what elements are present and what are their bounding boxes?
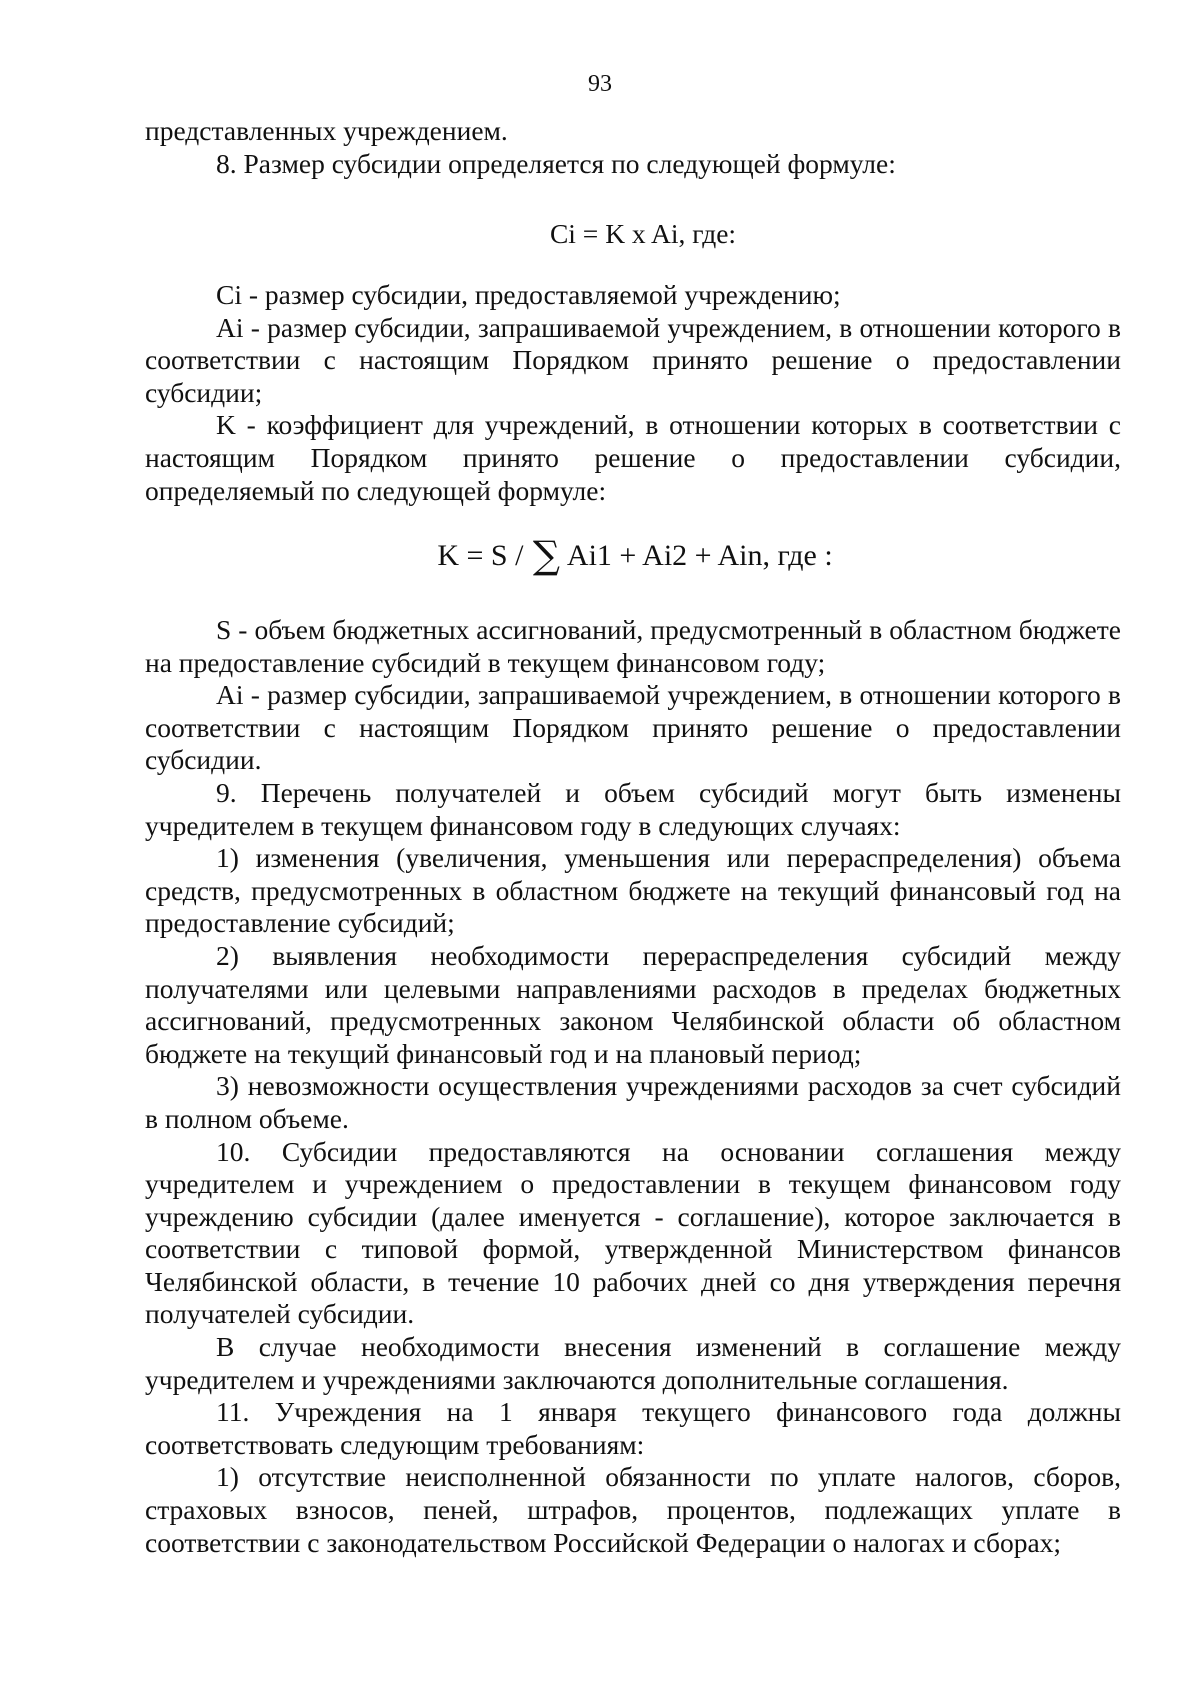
top-text-block [145,115,1121,180]
definition-ai: Ai - размер субсидии, запрашиваемой учреждением, в отношении которого в соответствии с настоящим Порядком принято решение о предоставлении субсидии; [145,311,1121,408]
main-text-block [145,614,1121,1559]
sum-symbol: ∑ [532,533,561,577]
paragraph-item-9-1: 1) изменения (увеличения, уменьшения или перераспределения) объема средств, предусмотренных в областном бюджете на текущий финансовый год на предоставление субсидий; [145,842,1121,939]
formula-k-right: Ai1 + Ai2 + Ain, где : [566,539,833,572]
paragraph-s-definition: S - объем бюджетных ассигнований, предусмотренный в областном бюджете на предоставление субсидий в текущем финансовом году; [145,614,1121,678]
formula-ci [0,218,1200,250]
formula-k [0,535,1200,576]
page-number: 93 [588,71,612,97]
paragraph-item-9-3: 3) невозможности осуществления учреждениями расходов за счет субсидий в полном объеме. [145,1070,1121,1134]
paragraph-item-8: 8. Размер субсидии определяется по следующей формуле: [216,147,896,179]
definitions-block [145,279,1121,507]
definition-ci: Ci - размер субсидии, предоставляемой учреждению; [216,279,841,310]
definition-k: K - коэффициент для учреждений, в отношении которых в соответствии с настоящим Порядком принято решение о предоставлении субсидии, определяемый по следующей формуле: [145,409,1121,506]
paragraph-ai-definition: Ai - размер субсидии, запрашиваемой учреждением, в отношении которого в соответствии с настоящим Порядком принято решение о предоставлении субсидии. [145,679,1121,776]
paragraph-continuation: представленных учреждением. [145,115,508,146]
formula-k-inner [437,535,832,576]
paragraph-item-11-1: 1) отсутствие неисполненной обязанности по уплате налогов, сборов, страховых взносов, пеней, штрафов, процентов, подлежащих уплате в соответствии с законодательством Российской Федерации о налогах и сборах; [145,1461,1121,1558]
paragraph-item-10: 10. Субсидии предоставляются на основании соглашения между учредителем и учреждением о предоставлении в текущем финансовом году учреждению субсидии (далее именуется - соглашение), которое заключается в соответствии с типовой формой, утвержденной Министерством финансов Челябинской области, в течение 10 рабочих дней со дня утверждения перечня получателей субсидии. [145,1135,1121,1330]
paragraph-item-9-2: 2) выявления необходимости перераспределения субсидий между получателями или целевыми направлениями расходов в пределах бюджетных ассигнований, предусмотренных законом Челябинской области об областном бюджете на текущий финансовый год и на плановый период; [145,939,1121,1069]
formula-k-left: K = S / [437,539,524,572]
formula-ci-text: Ci = K x Ai, где: [549,218,737,249]
paragraph-item-11: 11. Учреждения на 1 января текущего финансового года должны соответствовать следующим требованиям: [145,1396,1121,1460]
paragraph-item-9: 9. Перечень получателей и объем субсидий могут быть изменены учредителем в текущем финансовом году в следующих случаях: [145,776,1121,841]
paragraph-amendments: В случае необходимости внесения изменений в соглашение между учредителем и учреждениями заключаются дополнительные соглашения. [145,1331,1121,1395]
